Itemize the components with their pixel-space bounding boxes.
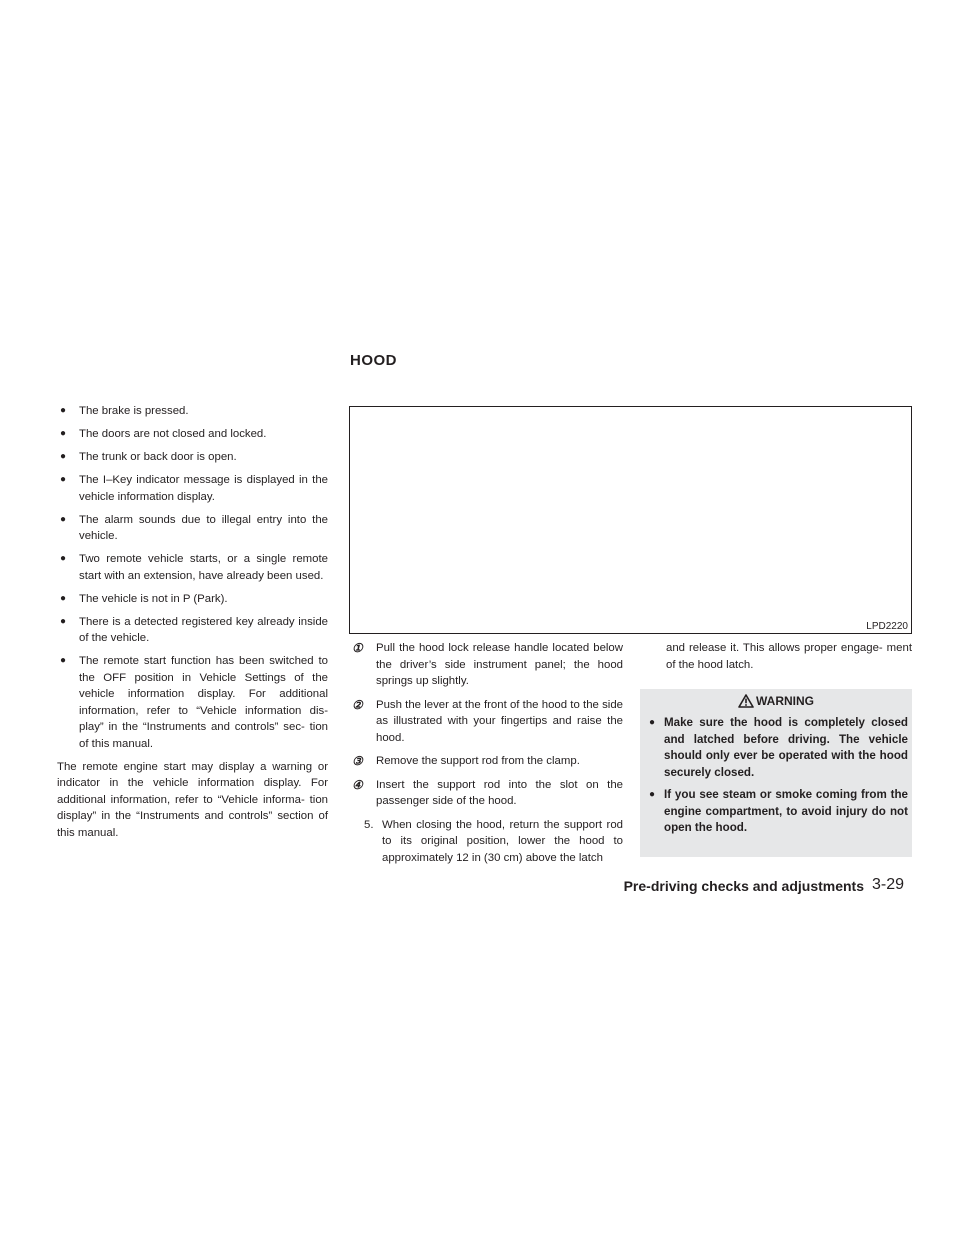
list-item: ● The remote start function has been switched to the OFF position in Vehicle Settings of the vehicle information display. For additional information, refer to “Vehicle information dis- play” in the “Instruments and controls” sec- tion of this manual. [60,655,328,750]
body-paragraph: The remote engine start may display a warning or indicator in the vehicle information display. For additional information, refer to “Vehicle informa- tion display” in the “Instruments and controls” section of this manual. [57,760,328,839]
step-item: ② Push the lever at the front of the hood to the side as illustrated with your fingertips and raise the hood. [352,697,623,744]
bullet-icon: ● [60,428,67,439]
list-item: ● The alarm sounds due to illegal entry into the vehicle. [60,513,328,542]
step-item: 5. When closing the hood, return the support rod to its original position, lower the hood to approximately 12 in (30 cm) above the latch [364,818,623,864]
bullet-icon: ● [60,655,67,666]
warning-title: WARNING [756,694,814,708]
warning-header [642,689,910,715]
bullet-icon: ● [60,592,67,604]
step-number-icon: ③ [352,754,363,768]
list-item: ● The brake is pressed. [57,403,328,420]
list-item: ● Two remote vehicle starts, or a single remote start with an extension, have already been used. [60,553,328,582]
right-column [640,640,912,857]
middle-column [352,640,623,866]
bullet-icon: ● [649,789,656,800]
list-item: ● The trunk or back door is open. [57,449,328,466]
warning-item: ● If you see steam or smoke coming from the engine compartment, to avoid injury do not open the hood. [649,788,908,834]
bullet-icon: ● [60,615,67,627]
step-number: 5. [364,818,374,831]
hood-figure [349,406,912,634]
list-item: ● The doors are not closed and locked. [57,426,328,443]
step-number-icon: ① [352,641,363,655]
figure-code: LPD2220 [866,621,908,632]
step-number-icon: ④ [352,777,363,792]
list-item: ● There is a detected registered key already inside of the vehicle. [60,615,328,644]
step-item: ④ Insert the support rod into the slot on the passenger side of the hood. [352,777,623,807]
bullet-icon: ● [60,513,67,525]
bullet-icon: ● [60,553,67,564]
step-item: ① Pull the hood lock release handle located below the driver’s side instrument panel; the hood springs up slightly. [352,641,623,687]
bullet-icon: ● [649,717,656,728]
warning-item: ● Make sure the hood is completely closed and latched before driving. The vehicle should only ever be operated with the hood securely closed. [649,716,908,779]
step-item: ③ Remove the support rod from the clamp. [352,754,580,768]
warning-triangle-icon [738,694,754,708]
step-continuation: and release it. This allows proper engage- ment of the hood latch. [666,642,912,671]
bullet-icon: ● [60,474,67,485]
list-item: ● The vehicle is not in P (Park). [57,591,328,608]
left-column [57,403,328,841]
warning-box [640,689,912,857]
list-item: ● The I–Key indicator message is displayed in the vehicle information display. [60,474,328,503]
page-number: 3-29 [872,876,905,893]
footer-section-title: Pre-driving checks and adjustments [623,878,864,894]
step-number-icon: ② [352,697,363,712]
bullet-icon: ● [60,451,67,462]
section-title: HOOD [350,352,397,369]
bullet-icon: ● [60,405,67,416]
